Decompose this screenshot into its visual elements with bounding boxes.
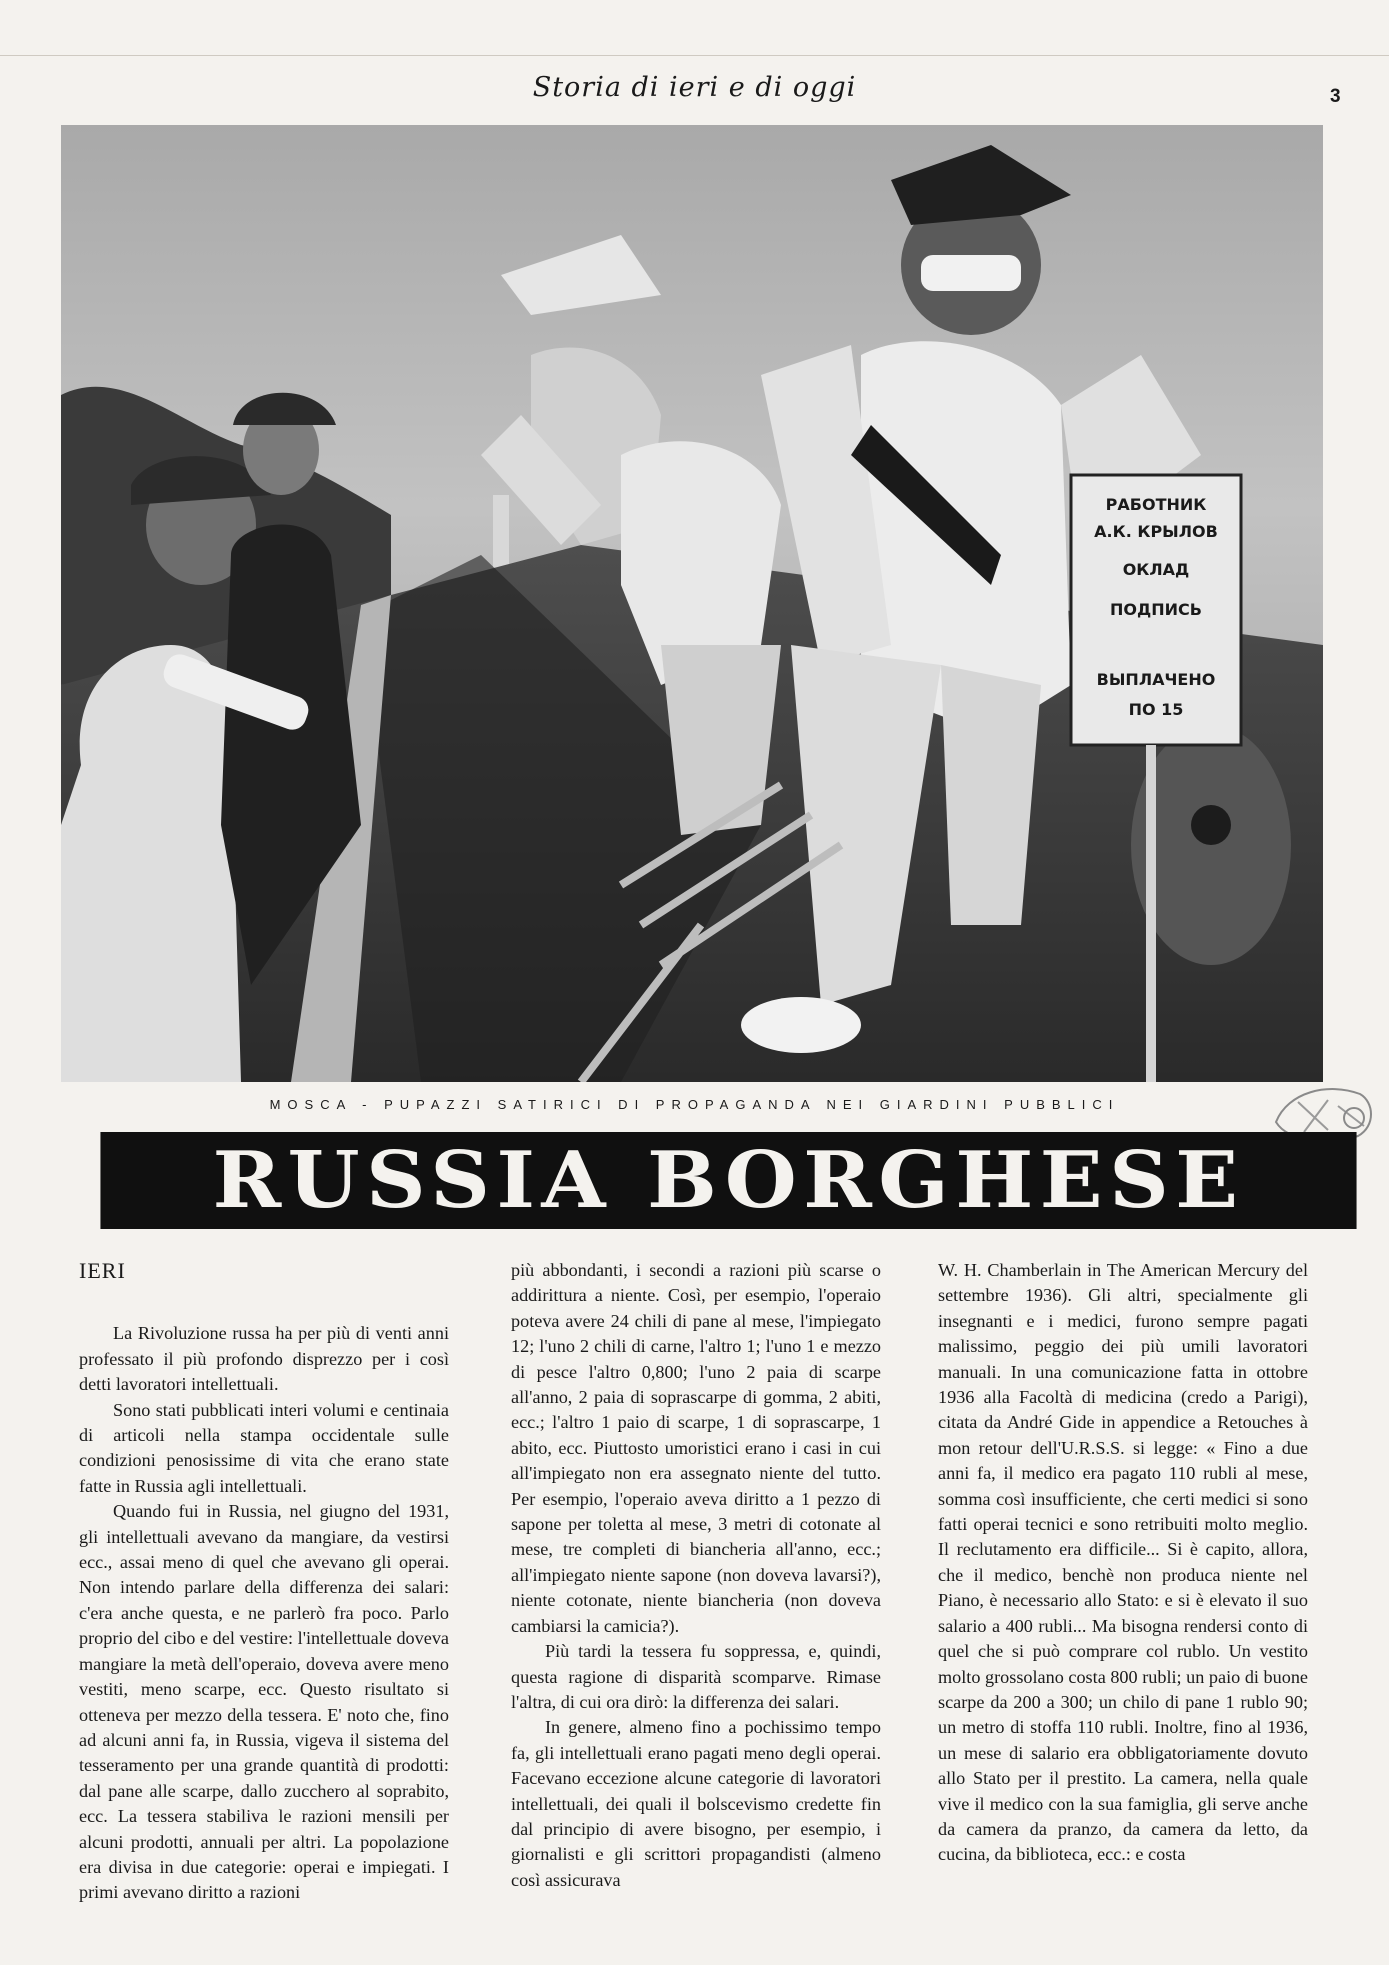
paragraph: La Rivoluzione russa ha per più di venti anni professato il più profondo disprezzo per i così detti lavoratori intellettuali.: [79, 1323, 449, 1395]
section-title: IERI: [79, 1258, 126, 1283]
article-column-2: [511, 1258, 881, 1893]
sign-line-4: ПОДПИСЬ: [1110, 600, 1202, 619]
sign-line-5: ВЫПЛАЧЕНО: [1096, 670, 1216, 689]
sign-post: [1146, 745, 1156, 1082]
article-column-1: [79, 1258, 449, 1906]
paragraph: più abbondanti, i secondi a razioni più scarse o addirittura a niente. Così, per esempio, l'operaio poteva avere 24 chili di pane al mese, l'impiegato 12; l'uno 2 chili di carne, l'altro 1; l'uno 1 e mezzo di pesce l'altro 0,800; l'uno 2 paia di scarpe all'anno, 2 paia di soprascarpe di gomma, 2 abiti, ecc.; l'altro 1 paio di scarpe, 1 di soprascarpe, 1 abito, ecc. Piuttosto umoristici erano i casi in cui all'impiegato non era assegnato niente del tutto. Per esempio, l'operaio aveva diritto a 1 pezzo di sapone per toletta al mese, 3 metri di cotonate al mese, tre completi di biancheria all'anno, ecc.; all'impiegato niente sapone (non doveva lavarsi?), niente cotonate, niente biancheria (non doveva cambiarsi la camicia?).: [511, 1260, 881, 1636]
article-column-3: [938, 1258, 1308, 1868]
page-number: 3: [1330, 86, 1341, 107]
paragraph: W. H. Chamberlain in The American Mercury del settembre 1936). Gli altri, specialmente gli insegnanti e i medici, furono sempre pagati malissimo, peggio dei più umili lavoratori manuali. In una comunicazione fatta in ottobre 1936 alla Facoltà di medicina (credo a Parigi), citata da André Gide in appendice a Retouches à mon retour dell'U.R.S.S. si legge: « Fino a due anni fa, il medico era pagato 110 rubli al mese, somma così insufficiente, che certi medici si sono fatti operai tecnici e sono retribuiti molto meglio. Il reclutamento era difficile... Si è capito, allora, che il medico, benchè non produca niente nel Piano, è necessario allo Stato: e si è elevato il suo salario a 400 rubli... Ma bisogna rendersi conto di quel che si può comprare col rublo. Un vestito molto grossolano costa 800 rubli; un paio di buone scarpe da 200 a 300; un chilo di pane 1 rublo 90; un metro di stoffa 110 rubli. Inoltre, fino al 1936, un mese di salario era obbligatoriamente dovuto allo Stato per il prestito. La camera, nella quale vive il medico con la sua famiglia, gli serve anche da camera da pranzo, da camera da letto, da cucina, da biblioteca, ecc.: e costa: [938, 1260, 1308, 1865]
sign-line-3: ОКЛАД: [1122, 560, 1190, 579]
sign-line-1: РАБОТНИК: [1105, 495, 1207, 514]
puppet-shoe: [741, 997, 861, 1053]
paragraph: Sono stati pubblicati interi volumi e centinaia di articoli nella stampa occidentale sulle condizioni penosissime di vita che erano state fatte in Russia agli intellettuali.: [79, 1399, 449, 1496]
sign-line-6: ПО 15: [1128, 700, 1184, 719]
top-rule: [0, 55, 1389, 56]
man-in-white: [61, 645, 241, 1082]
photo-illustration: [61, 125, 1323, 1082]
running-head: Storia di ieri e di oggi: [532, 72, 857, 103]
propaganda-photo: [61, 125, 1323, 1082]
puppet-teeth: [921, 255, 1021, 291]
photo-caption: MOSCA - PUPAZZI SATIRICI DI PROPAGANDA NEI GIARDINI PUBBLICI: [269, 1097, 1120, 1112]
article-headline: RUSSIA BORGHESE: [100, 1132, 1356, 1229]
paragraph: Più tardi la tessera fu soppressa, e, quindi, questa ragione di disparità scomparve. Rimase l'altra, di cui ora dirò: la differenza dei salari.: [511, 1641, 881, 1712]
paragraph: In genere, almeno fino a pochissimo tempo fa, gli intellettuali erano pagati meno degli operai. Facevano eccezione alcune categorie di lavoratori intellettuali, dei quali il bolscevismo credette fin dal principio di avere bisogno, per esempio, i giornalisti e gli scrittori propagandisti (almeno così assicurava: [511, 1717, 881, 1890]
paragraph: Quando fui in Russia, nel giugno del 1931, gli intellettuali avevano da mangiare, da vestirsi ecc., assai meno di quel che avevano gli operai. Non intendo parlare della differenza dei salari: c'era anche questa, e ne parlerò fra poco. Parlo proprio del cibo e del vestire: l'intellettuale doveva mangiare la metà dell'operaio, doveva avere meno vestiti, meno scarpe, ecc. Questo risultato si otteneva per mezzo della tessera. E' noto che, fino ad alcuni anni fa, in Russia, vigeva il sistema del tesseramento per una grande quantità di prodotti: dal pane alle scarpe, dallo zucchero al soprabito, ecc. La tessera stabiliva le razioni mensili per alcuni prodotti, annuali per altri. La popolazione era divisa in due categorie: operai e impiegati. I primi avevano diritto a razioni: [79, 1501, 449, 1903]
distant-tower: [493, 495, 509, 575]
sign-line-2: А.К. КРЫЛОВ: [1094, 522, 1218, 541]
